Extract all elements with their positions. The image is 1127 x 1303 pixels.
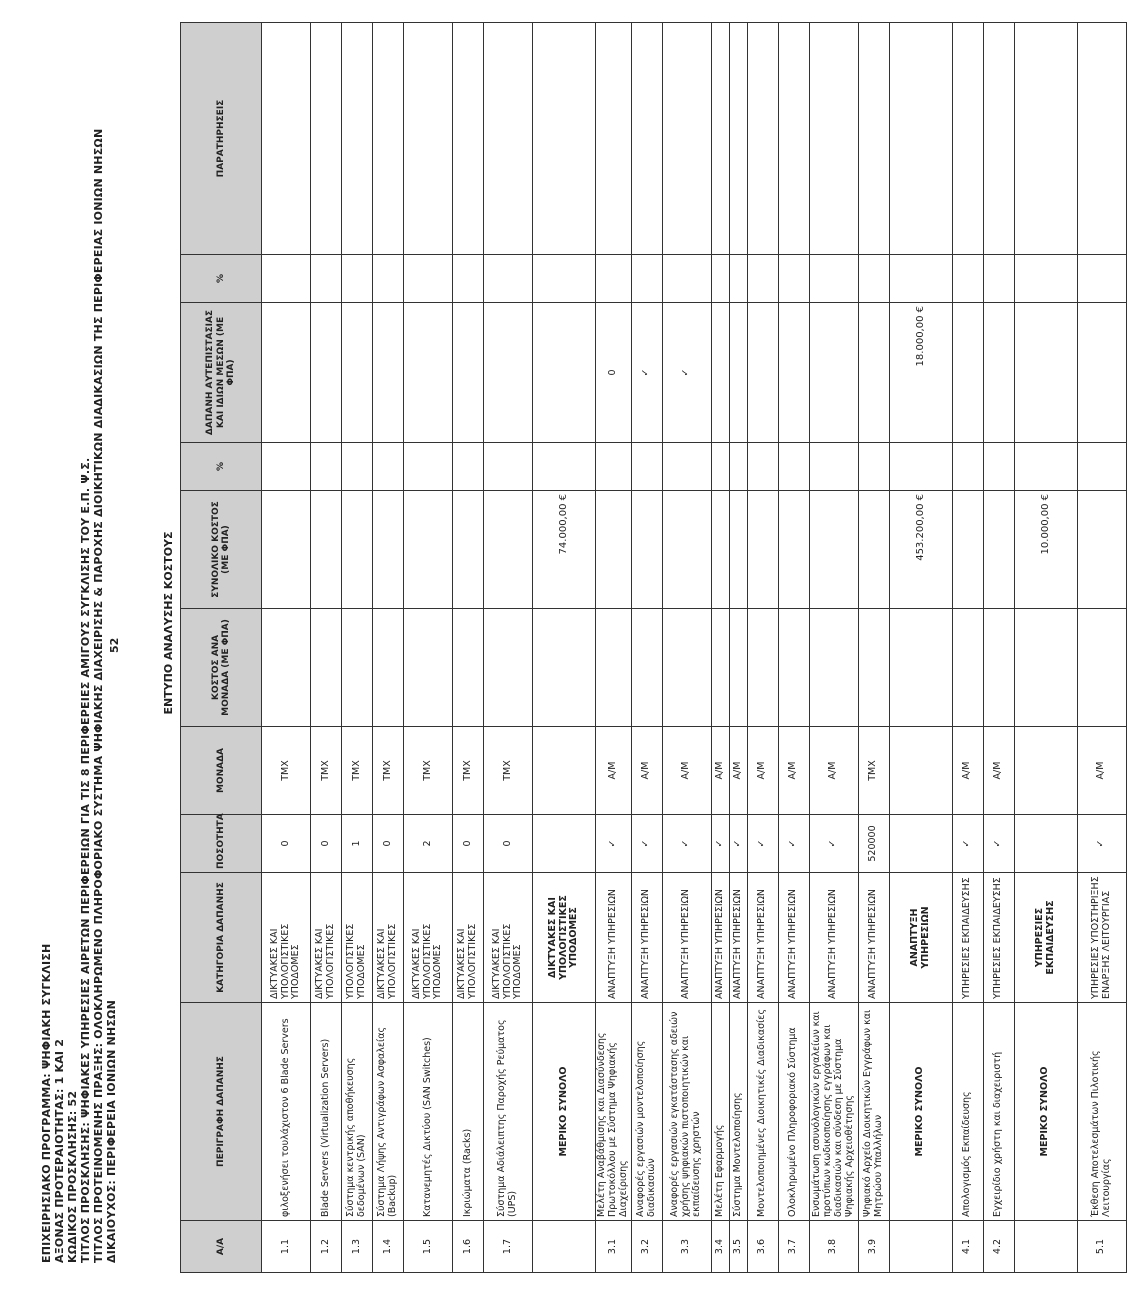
cell-total — [809, 491, 858, 609]
cell-self — [858, 303, 889, 443]
cell-total: 453.200,00 € — [889, 491, 952, 609]
cell-pct1 — [453, 443, 484, 491]
cell-unitcost — [889, 609, 952, 727]
cell-total — [311, 491, 342, 609]
cell-desc: Blade Servers (Virtualization Servers) — [311, 1003, 342, 1221]
cell-aa — [889, 1221, 952, 1273]
table-row — [778, 23, 809, 1273]
cell-cat: ΔΙΚΤΥΑΚΕΣ ΚΑΙ ΥΠΟΛΟΓΙΣΤΙΚΕΣ — [311, 873, 342, 1003]
cell-notes — [889, 23, 952, 255]
cell-pct1 — [778, 443, 809, 491]
cell-pct2 — [373, 255, 404, 303]
cell-notes — [778, 23, 809, 255]
cell-self — [311, 303, 342, 443]
cell-cat: ΔΙΚΤΥΑΚΕΣ ΚΑΙ ΥΠΟΛΟΓΙΣΤΙΚΕΣ ΥΠΟΔΟΜΕΣ — [262, 873, 311, 1003]
cell-desc: Ολοκληρωμένο Πληροφοριακό Σύστημα — [778, 1003, 809, 1221]
cell-cat: ΑΝΑΠΤΥΞΗ ΥΠΗΡΕΣΙΩΝ — [711, 873, 729, 1003]
table-row — [262, 23, 311, 1273]
cell-pct1 — [342, 443, 373, 491]
cell-unitcost — [631, 609, 662, 727]
cell-qty — [889, 815, 952, 873]
col-header-aa: Α/Α — [181, 1221, 262, 1273]
cell-qty: ✓ — [729, 815, 747, 873]
col-header-percent-2: % — [181, 255, 262, 303]
table-row — [858, 23, 889, 1273]
cell-pct2 — [858, 255, 889, 303]
cell-desc: ΜΕΡΙΚΟ ΣΥΝΟΛΟ — [533, 1003, 596, 1221]
cell-unit: Α/Μ — [662, 727, 711, 815]
cell-pct2 — [533, 255, 596, 303]
cell-self — [778, 303, 809, 443]
cell-desc: ΜΕΡΙΚΟ ΣΥΝΟΛΟ — [1014, 1003, 1077, 1221]
cell-aa: 3.3 — [662, 1221, 711, 1273]
col-header-percent-1: % — [181, 443, 262, 491]
cell-aa: 3.2 — [631, 1221, 662, 1273]
cell-cat: ΔΙΚΤΥΑΚΕΣ ΚΑΙ ΥΠΟΛΟΓΙΣΤΙΚΕΣ ΥΠΟΔΟΜΕΣ — [533, 873, 596, 1003]
cell-unit: ΤΜΧ — [453, 727, 484, 815]
cell-total: 74.000,00 € — [533, 491, 596, 609]
cell-pct1 — [983, 443, 1014, 491]
cell-aa: 3.9 — [858, 1221, 889, 1273]
table-row — [404, 23, 453, 1273]
cell-unit: Α/Μ — [711, 727, 729, 815]
table-row — [729, 23, 747, 1273]
cell-unit: Α/Μ — [809, 727, 858, 815]
cell-aa: 1.4 — [373, 1221, 404, 1273]
cell-cat: ΑΝΑΠΤΥΞΗ ΥΠΗΡΕΣΙΩΝ — [809, 873, 858, 1003]
cell-pct2 — [1077, 255, 1126, 303]
cell-unit: ΤΜΧ — [404, 727, 453, 815]
cell-total — [631, 491, 662, 609]
cell-unitcost — [484, 609, 533, 727]
cell-desc: Ψηφιακό Αρχείο Διοικητικών Εγγράφων και Μητρώου Υπαλλήλων — [858, 1003, 889, 1221]
col-header-total-cost: ΣΥΝΟΛΙΚΟ ΚΟΣΤΟΣ (ΜΕ ΦΠΑ) — [181, 491, 262, 609]
cell-unit: Α/Μ — [729, 727, 747, 815]
cell-aa — [533, 1221, 596, 1273]
cell-unit: Α/Μ — [778, 727, 809, 815]
cell-pct2 — [747, 255, 778, 303]
cell-total — [747, 491, 778, 609]
cell-qty: 1 — [342, 815, 373, 873]
cell-qty: 0 — [484, 815, 533, 873]
cell-desc: Σύστημα Αδιάλειπτης Παροχής Ρεύματος (UPS) — [484, 1003, 533, 1221]
cell-notes — [311, 23, 342, 255]
cell-pct1 — [631, 443, 662, 491]
cell-qty: ✓ — [711, 815, 729, 873]
cell-qty: ✓ — [809, 815, 858, 873]
cell-desc: Μελέτη Εφαρμογής — [711, 1003, 729, 1221]
cell-qty: 0 — [311, 815, 342, 873]
cell-pct1 — [1077, 443, 1126, 491]
cell-self — [747, 303, 778, 443]
cell-pct2 — [729, 255, 747, 303]
cell-total — [778, 491, 809, 609]
form-title: ΕΝΤΥΠΟ ΑΝΑΛΥΣΗΣ ΚΟΣΤΟΥΣ — [162, 531, 175, 715]
cell-pct1 — [747, 443, 778, 491]
cell-qty: ✓ — [662, 815, 711, 873]
cell-notes — [484, 23, 533, 255]
cell-pct2 — [484, 255, 533, 303]
cell-unit — [889, 727, 952, 815]
cell-pct1 — [262, 443, 311, 491]
cell-unitcost — [858, 609, 889, 727]
cell-pct1 — [662, 443, 711, 491]
cell-notes — [404, 23, 453, 255]
col-header-notes: ΠΑΡΑΤΗΡΗΣΕΙΣ — [181, 23, 262, 255]
subtotal-row — [533, 23, 596, 1273]
cell-aa: 3.1 — [596, 1221, 632, 1273]
table-row — [311, 23, 342, 1273]
cell-cat: ΥΠΗΡΕΣΙΕΣ ΕΚΠΑΙΔΕΥΣΗΣ — [1014, 873, 1077, 1003]
cell-notes — [858, 23, 889, 255]
cell-desc: Αναφορές εργασιών εγκατάστασης αδειών χρήσης ψηφιακών πιστοποιητικών και εκπαίδευσης χρηστών — [662, 1003, 711, 1221]
cell-total — [262, 491, 311, 609]
cell-aa: 3.5 — [729, 1221, 747, 1273]
cell-notes — [747, 23, 778, 255]
cell-unitcost — [533, 609, 596, 727]
table-header-row — [181, 23, 262, 1273]
table-row — [983, 23, 1014, 1273]
cell-pct1 — [533, 443, 596, 491]
table-row — [711, 23, 729, 1273]
cell-cat: ΔΙΚΤΥΑΚΕΣ ΚΑΙ ΥΠΟΛΟΓΙΣΤΙΚΕΣ — [453, 873, 484, 1003]
cell-unitcost — [952, 609, 983, 727]
cell-notes — [711, 23, 729, 255]
cell-unitcost — [729, 609, 747, 727]
cell-unitcost — [983, 609, 1014, 727]
table-row — [1077, 23, 1126, 1273]
cell-total — [1077, 491, 1126, 609]
cell-pct2 — [311, 255, 342, 303]
cell-unit: Α/Μ — [631, 727, 662, 815]
cell-notes — [729, 23, 747, 255]
cell-qty: 520000 — [858, 815, 889, 873]
cell-qty: ✓ — [631, 815, 662, 873]
cell-pct2 — [453, 255, 484, 303]
table-row — [631, 23, 662, 1273]
cell-qty: 0 — [262, 815, 311, 873]
cell-total — [711, 491, 729, 609]
cell-qty: 2 — [404, 815, 453, 873]
cell-unit: Α/Μ — [596, 727, 632, 815]
cell-unit: ΤΜΧ — [262, 727, 311, 815]
cell-qty: ✓ — [778, 815, 809, 873]
cell-self — [729, 303, 747, 443]
cell-pct2 — [809, 255, 858, 303]
cell-self — [404, 303, 453, 443]
cell-notes — [342, 23, 373, 255]
col-header-category: ΚΑΤΗΓΟΡΙΑ ΔΑΠΑΝΗΣ — [181, 873, 262, 1003]
cell-cat: ΑΝΑΠΤΥΞΗ ΥΠΗΡΕΣΙΩΝ — [889, 873, 952, 1003]
cell-unitcost — [1014, 609, 1077, 727]
col-header-unit: ΜΟΝΑΔΑ — [181, 727, 262, 815]
cell-pct2 — [952, 255, 983, 303]
cell-aa: 3.6 — [747, 1221, 778, 1273]
table-row — [596, 23, 632, 1273]
cell-notes — [662, 23, 711, 255]
header-line-action-title: ΤΙΤΛΟΣ ΠΡΟΤΕΙΝΟΜΕΝΗΣ ΠΡΑΞΗΣ: ΟΛΟΚΛΗΡΩΜΕΝΟ ΠΛΗΡΟΦΟΡΙΑΚΟ ΣΥΣΤΗΜΑ ΨΗΦΙΑΚΗΣ ΔΙΑΧΕΙΡΙΣΗΣ & ΠΑΡΟΧΗΣ ΔΙΟΙΚΗΤΙΚΩΝ ΔΙΑΔΙΚΑΣΙΩΝ ΤΗΣ ΠΕΡΙΦΕΡΕΙΑΣ ΙΟΝΙΩΝ ΝΗΣΩΝ — [92, 128, 105, 1263]
subtotal-row — [889, 23, 952, 1273]
cell-total — [373, 491, 404, 609]
cell-unitcost — [711, 609, 729, 727]
subtotal-row — [1014, 23, 1077, 1273]
header-line-call-code: ΚΩΔΙΚΟΣ ΠΡΟΣΚΛΗΣΗΣ: 52 — [66, 1090, 79, 1263]
cell-unit: Α/Μ — [952, 727, 983, 815]
cell-desc: Ικριώματα (Racks) — [453, 1003, 484, 1221]
table-row — [952, 23, 983, 1273]
cost-analysis-table — [180, 22, 1127, 1273]
cell-cat: ΑΝΑΠΤΥΞΗ ΥΠΗΡΕΣΙΩΝ — [596, 873, 632, 1003]
cell-unitcost — [404, 609, 453, 727]
table-row — [342, 23, 373, 1273]
cell-aa: 3.7 — [778, 1221, 809, 1273]
cell-unitcost — [1077, 609, 1126, 727]
cell-total — [484, 491, 533, 609]
cell-self: ✓ — [631, 303, 662, 443]
cell-total — [596, 491, 632, 609]
table-body — [262, 23, 1127, 1273]
cell-pct1 — [404, 443, 453, 491]
cell-notes — [809, 23, 858, 255]
cell-aa: 3.8 — [809, 1221, 858, 1273]
cell-pct1 — [858, 443, 889, 491]
cell-self — [809, 303, 858, 443]
table-row — [484, 23, 533, 1273]
cell-pct1 — [373, 443, 404, 491]
cell-aa: 1.2 — [311, 1221, 342, 1273]
cell-qty: ✓ — [596, 815, 632, 873]
cell-cat: ΑΝΑΠΤΥΞΗ ΥΠΗΡΕΣΙΩΝ — [729, 873, 747, 1003]
header-line-programme: ΕΠΙΧΕΙΡΗΣΙΑΚΟ ΠΡΟΓΡΑΜΜΑ: ΨΗΦΙΑΚΗ ΣΥΓΚΛΙΣΗ — [40, 943, 53, 1263]
table-row — [453, 23, 484, 1273]
cell-self — [1014, 303, 1077, 443]
cell-unitcost — [809, 609, 858, 727]
cell-aa: 5.1 — [1077, 1221, 1126, 1273]
cell-cat: ΑΝΑΠΤΥΞΗ ΥΠΗΡΕΣΙΩΝ — [747, 873, 778, 1003]
cell-unit: Α/Μ — [747, 727, 778, 815]
header-line-axis: ΑΞΟΝΑΣ ΠΡΟΤΕΡΑΙΟΤΗΤΑΣ: 1 ΚΑΙ 2 — [53, 1038, 66, 1263]
cell-pct1 — [1014, 443, 1077, 491]
cell-self: 0 — [596, 303, 632, 443]
cell-aa: 1.1 — [262, 1221, 311, 1273]
cell-notes — [373, 23, 404, 255]
cell-unitcost — [342, 609, 373, 727]
cell-unitcost — [747, 609, 778, 727]
cell-total — [952, 491, 983, 609]
cell-self — [262, 303, 311, 443]
cell-self — [533, 303, 596, 443]
cell-pct1 — [729, 443, 747, 491]
cell-unit: ΤΜΧ — [484, 727, 533, 815]
cell-desc: Ενσωμάτωση ασυνόλογικών εργαλείων και προτύπων κωδικοποίησης εγγράφων και διαδικασιών και σύνδεση με Σύστημα Ψηφιακής Αρχειοθέτησης — [809, 1003, 858, 1221]
cell-desc: ΜΕΡΙΚΟ ΣΥΝΟΛΟ — [889, 1003, 952, 1221]
cell-aa: 1.5 — [404, 1221, 453, 1273]
cell-unit: Α/Μ — [983, 727, 1014, 815]
cell-cat: ΔΙΚΤΥΑΚΕΣ ΚΑΙ ΥΠΟΛΟΓΙΣΤΙΚΕΣ ΥΠΟΔΟΜΕΣ — [484, 873, 533, 1003]
cell-aa: 4.1 — [952, 1221, 983, 1273]
cell-cat: ΔΙΚΤΥΑΚΕΣ ΚΑΙ ΥΠΟΛΟΓΙΣΤΙΚΕΣ — [373, 873, 404, 1003]
cell-total — [729, 491, 747, 609]
cell-unitcost — [311, 609, 342, 727]
cell-cat: ΑΝΑΠΤΥΞΗ ΥΠΗΡΕΣΙΩΝ — [662, 873, 711, 1003]
cell-pct2 — [342, 255, 373, 303]
cell-self — [342, 303, 373, 443]
cell-pct2 — [404, 255, 453, 303]
cell-notes — [952, 23, 983, 255]
cell-notes — [262, 23, 311, 255]
cell-notes — [631, 23, 662, 255]
cell-notes — [596, 23, 632, 255]
cell-notes — [1014, 23, 1077, 255]
cell-pct2 — [889, 255, 952, 303]
cell-pct2 — [1014, 255, 1077, 303]
cell-unitcost — [453, 609, 484, 727]
cell-cat: ΥΠΟΛΟΓΙΣΤΙΚΕΣ ΥΠΟΔΟΜΕΣ — [342, 873, 373, 1003]
cell-self — [983, 303, 1014, 443]
cell-desc: Σύστημα Λήψης Αντιγράφων Ασφαλείας (Backup) — [373, 1003, 404, 1221]
cell-aa: 1.7 — [484, 1221, 533, 1273]
cell-total — [858, 491, 889, 609]
cell-self — [373, 303, 404, 443]
header-line-beneficiary: ΔΙΚΑΙΟΥΧΟΣ: ΠΕΡΙΦΕΡΕΙΑ ΙΟΝΙΩΝ ΝΗΣΩΝ — [105, 1000, 118, 1263]
cell-cat: ΔΙΚΤΥΑΚΕΣ ΚΑΙ ΥΠΟΛΟΓΙΣΤΙΚΕΣ ΥΠΟΔΟΜΕΣ — [404, 873, 453, 1003]
cell-self: ✓ — [662, 303, 711, 443]
cell-desc: φιλοξενήσει τουλάχιστον 6 Blade Servers — [262, 1003, 311, 1221]
cell-pct1 — [311, 443, 342, 491]
cell-notes — [983, 23, 1014, 255]
cell-unit: ΤΜΧ — [311, 727, 342, 815]
cell-cat: ΑΝΑΠΤΥΞΗ ΥΠΗΡΕΣΙΩΝ — [858, 873, 889, 1003]
cell-aa — [1014, 1221, 1077, 1273]
cell-total — [662, 491, 711, 609]
cell-desc: Σύστημα Μοντελοποίησης — [729, 1003, 747, 1221]
col-header-self-cost: ΔΑΠΑΝΗ ΑΥΤΕΠΙΣΤΑΣΙΑΣ ΚΑΙ ΙΔΙΩΝ ΜΕΣΩΝ (ΜΕ ΦΠΑ) — [181, 303, 262, 443]
cell-self — [1077, 303, 1126, 443]
cell-cat: ΥΠΗΡΕΣΙΕΣ ΕΚΠΑΙΔΕΥΣΗΣ — [952, 873, 983, 1003]
cell-pct2 — [262, 255, 311, 303]
cell-desc: Μελέτη Αναβάθμισης και Διασύνδεσης Πρωτοκόλλου με Σύστημα Ψηφιακής Διαχείρισης — [596, 1003, 632, 1221]
cell-desc: Απολογισμός Εκπαίδευσης — [952, 1003, 983, 1221]
cell-self — [952, 303, 983, 443]
cell-desc: Έκθεση Αποτελεσμάτων Πιλοτικής Λειτουργίας — [1077, 1003, 1126, 1221]
cell-desc: Εγχειρίδιο χρήστη και διαχειριστή — [983, 1003, 1014, 1221]
cell-unitcost — [778, 609, 809, 727]
cell-desc: Μοντελοποιημένες Διοικητικές Διαδικασίες — [747, 1003, 778, 1221]
cell-unit: ΤΜΧ — [342, 727, 373, 815]
cell-aa: 3.4 — [711, 1221, 729, 1273]
cell-cat: ΑΝΑΠΤΥΞΗ ΥΠΗΡΕΣΙΩΝ — [778, 873, 809, 1003]
cell-desc: Κατανεμητές Δικτύου (SAN Switches) — [404, 1003, 453, 1221]
cell-total — [983, 491, 1014, 609]
cell-unit: ΤΜΧ — [373, 727, 404, 815]
cell-aa: 1.6 — [453, 1221, 484, 1273]
cell-qty: ✓ — [983, 815, 1014, 873]
cell-cat: ΑΝΑΠΤΥΞΗ ΥΠΗΡΕΣΙΩΝ — [631, 873, 662, 1003]
cell-cat: ΥΠΗΡΕΣΙΕΣ ΕΚΠΑΙΔΕΥΣΗΣ — [983, 873, 1014, 1003]
table-row — [809, 23, 858, 1273]
cell-pct2 — [631, 255, 662, 303]
cell-total — [404, 491, 453, 609]
cell-qty: 0 — [453, 815, 484, 873]
cell-pct1 — [596, 443, 632, 491]
cell-self — [711, 303, 729, 443]
cell-unit — [1014, 727, 1077, 815]
cell-unitcost — [596, 609, 632, 727]
cell-pct2 — [778, 255, 809, 303]
cell-qty — [1014, 815, 1077, 873]
cell-qty — [533, 815, 596, 873]
cell-unit — [533, 727, 596, 815]
cell-total — [453, 491, 484, 609]
cell-desc: Αναφορές εργασιών μοντελοποίησης διαδικασιών — [631, 1003, 662, 1221]
table-row — [747, 23, 778, 1273]
cell-pct2 — [711, 255, 729, 303]
cell-qty: ✓ — [1077, 815, 1126, 873]
cell-aa: 4.2 — [983, 1221, 1014, 1273]
page-number: 52 — [108, 637, 121, 653]
col-header-quantity: ΠΟΣΟΤΗΤΑ — [181, 815, 262, 873]
cell-unit: ΤΜΧ — [858, 727, 889, 815]
col-header-description: ΠΕΡΙΓΡΑΦΗ ΔΑΠΑΝΗΣ — [181, 1003, 262, 1221]
table-row — [373, 23, 404, 1273]
cell-pct1 — [711, 443, 729, 491]
cell-notes — [533, 23, 596, 255]
cell-unit: Α/Μ — [1077, 727, 1126, 815]
cell-notes — [1077, 23, 1126, 255]
cell-self — [453, 303, 484, 443]
cell-cat: ΥΠΗΡΕΣΙΕΣ ΥΠΟΣΤΗΡΙΞΗΣ ΕΝΑΡΞΗΣ ΛΕΙΤΟΥΡΓΙΑΣ — [1077, 873, 1126, 1003]
cell-pct1 — [809, 443, 858, 491]
col-header-unit-cost: ΚΟΣΤΟΣ ΑΝΑ ΜΟΝΑΔΑ (ΜΕ ΦΠΑ) — [181, 609, 262, 727]
cell-aa: 1.3 — [342, 1221, 373, 1273]
cell-desc: Σύστημα κεντρικής αποθήκευσης δεδομένων (SAN) — [342, 1003, 373, 1221]
cell-pct1 — [889, 443, 952, 491]
cell-total: 10.000,00 € — [1014, 491, 1077, 609]
cell-qty: ✓ — [747, 815, 778, 873]
cell-notes — [453, 23, 484, 255]
cell-qty: 0 — [373, 815, 404, 873]
cell-qty: ✓ — [952, 815, 983, 873]
cell-self: 18.000,00 € — [889, 303, 952, 443]
cell-pct2 — [983, 255, 1014, 303]
table-row — [662, 23, 711, 1273]
cell-unitcost — [373, 609, 404, 727]
cell-unitcost — [262, 609, 311, 727]
cell-unitcost — [662, 609, 711, 727]
cell-self — [484, 303, 533, 443]
cell-pct1 — [952, 443, 983, 491]
cell-pct2 — [662, 255, 711, 303]
header-line-call-title: ΤΙΤΛΟΣ ΠΡΟΣΚΛΗΣΗΣ: ΨΗΦΙΑΚΕΣ ΥΠΗΡΕΣΙΕΣ ΑΙΡΕΤΩΝ ΠΕΡΙΦΕΡΕΙΩΝ ΓΙΑ ΤΙΣ 8 ΠΕΡΙΦΕΡΕΙΕΣ ΑΜΙΓΟΥΣ ΣΥΓΚΛΙΣΗΣ ΤΟΥ Ε.Π. Ψ.Σ. — [79, 457, 92, 1263]
cell-pct2 — [596, 255, 632, 303]
cell-pct1 — [484, 443, 533, 491]
cell-total — [342, 491, 373, 609]
